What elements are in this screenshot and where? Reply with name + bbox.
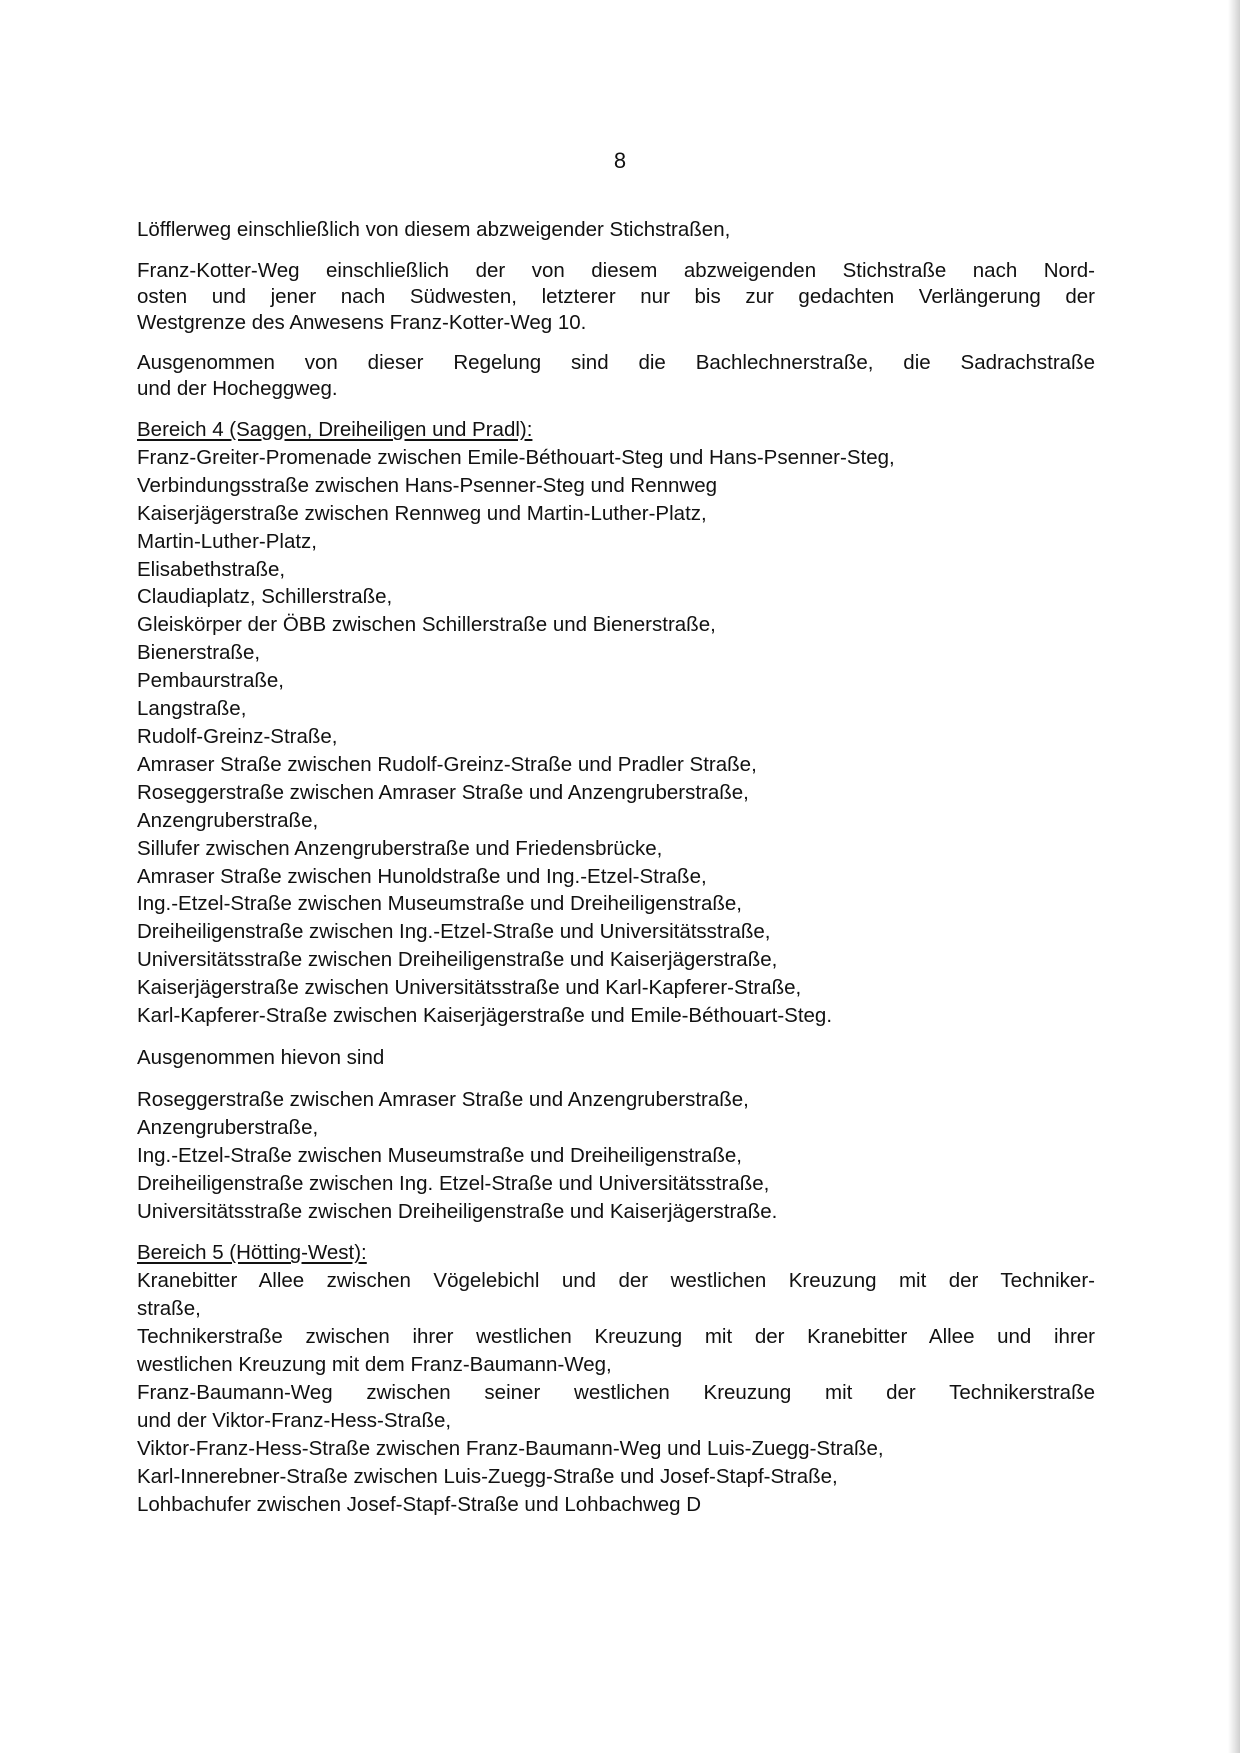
street-list-item: Amraser Straße zwischen Hunoldstraße und Ing.-Etzel-Straße, (137, 864, 707, 888)
exception-list-item: Roseggerstraße zwischen Amraser Straße und Anzengruberstraße, (137, 1087, 749, 1111)
section-bereich-4 (137, 416, 1095, 1030)
exception-list-item: Universitätsstraße zwischen Dreiheiligenstraße und Kaiserjägerstraße. (137, 1199, 778, 1223)
street-list-item: Pembaurstraße, (137, 669, 284, 693)
street-list-item: Kaiserjägerstraße zwischen Rennweg und Martin-Luther-Platz, (137, 501, 707, 525)
paragraph-franz-kotter-weg (137, 258, 1095, 336)
street-list-item: Sillufer zwischen Anzengruberstraße und Friedensbrücke, (137, 836, 663, 860)
street-list-item: Martin-Luther-Platz, (137, 529, 318, 553)
text-line: Ausgenommen von dieser Regelung sind die Bachlechnerstraße, die Sadrachstraße (137, 351, 1095, 374)
street-list-line: Karl-Innerebner-Straße zwischen Luis-Zuegg-Straße und Josef-Stapf-Straße, (137, 1464, 838, 1488)
street-list-item: Bienerstraße, (137, 641, 261, 665)
text-line: Franz-Kotter-Weg einschließlich der von diesem abzweigenden Stichstraße nach Nord- (137, 259, 1095, 282)
street-list-item: Ing.-Etzel-Straße zwischen Museumstraße und Dreiheiligenstraße, (137, 892, 742, 916)
street-list-line: Lohbachufer zwischen Josef-Stapf-Straße und Lohbachweg D (137, 1492, 702, 1516)
street-list-line: westlichen Kreuzung mit dem Franz-Baumann-Weg, (137, 1353, 612, 1377)
street-list-line: Technikerstraße zwischen ihrer westlichen Kreuzung mit der Kranebitter Allee und ihrer (137, 1325, 1095, 1349)
street-list-item: Universitätsstraße zwischen Dreiheiligenstraße und Kaiserjägerstraße, (137, 948, 778, 972)
exception-list-item: Anzengruberstraße, (137, 1115, 319, 1139)
street-list-item: Elisabethstraße, (137, 557, 286, 581)
text-line: Westgrenze des Anwesens Franz-Kotter-Weg 10. (137, 311, 587, 334)
paragraph-loefflerweg: Löfflerweg einschließlich von diesem abzweigender Stichstraßen, (137, 218, 731, 241)
street-list-item: Gleiskörper der ÖBB zwischen Schillerstraße und Bienerstraße, (137, 613, 716, 637)
text-line: und der Hocheggweg. (137, 377, 338, 400)
street-list-item: Franz-Greiter-Promenade zwischen Emile-Béthouart-Steg und Hans-Psenner-Steg, (137, 445, 895, 469)
street-list-item: Claudiaplatz, Schillerstraße, (137, 585, 393, 609)
street-list-line: Kranebitter Allee zwischen Vögelebichl und der westlichen Kreuzung mit der Techniker- (137, 1269, 1095, 1293)
street-list-item: Rudolf-Greinz-Straße, (137, 724, 338, 748)
street-list-item: Kaiserjägerstraße zwischen Universitätsstraße und Karl-Kapferer-Straße, (137, 976, 802, 1000)
street-list-line: und der Viktor-Franz-Hess-Straße, (137, 1408, 452, 1432)
text-line: osten und jener nach Südwesten, letzterer nur bis zur gedachten Verlängerung der (137, 285, 1095, 308)
scanned-page-edge (1228, 0, 1240, 1753)
paragraph-exceptions-intro (137, 350, 1095, 402)
street-list-item: Dreiheiligenstraße zwischen Ing.-Etzel-Straße und Universitätsstraße, (137, 920, 771, 944)
street-list-item: Verbindungsstraße zwischen Hans-Psenner-Steg und Rennweg (137, 473, 718, 497)
street-list-line: Franz-Baumann-Weg zwischen seiner westlichen Kreuzung mit der Technikerstraße (137, 1381, 1095, 1404)
street-list-item: Karl-Kapferer-Straße zwischen Kaiserjägerstraße und Emile-Béthouart-Steg. (137, 1004, 833, 1028)
section-bereich-5 (137, 1239, 1095, 1518)
street-list-line: straße, (137, 1297, 201, 1321)
section-title-bereich-5: Bereich 5 (Hötting-West): (137, 1241, 367, 1265)
section-title-bereich-4: Bereich 4 (Saggen, Dreiheiligen und Pradl): (137, 418, 533, 441)
exceptions-heading: Ausgenommen hievon sind (137, 1045, 385, 1069)
street-list-item: Langstraße, (137, 697, 247, 721)
page-number: 8 (613, 148, 627, 173)
street-list-item: Amraser Straße zwischen Rudolf-Greinz-Straße und Pradler Straße, (137, 752, 757, 776)
street-list-line: Viktor-Franz-Hess-Straße zwischen Franz-Baumann-Weg und Luis-Zuegg-Straße, (137, 1436, 884, 1460)
street-list-item: Anzengruberstraße, (137, 808, 319, 832)
exception-list-item: Ing.-Etzel-Straße zwischen Museumstraße und Dreiheiligenstraße, (137, 1143, 742, 1167)
street-list-item: Roseggerstraße zwischen Amraser Straße und Anzengruberstraße, (137, 780, 749, 804)
exceptions-list (137, 1086, 1095, 1226)
document-body (137, 216, 1095, 1533)
exception-list-item: Dreiheiligenstraße zwischen Ing. Etzel-Straße und Universitätsstraße, (137, 1171, 770, 1195)
